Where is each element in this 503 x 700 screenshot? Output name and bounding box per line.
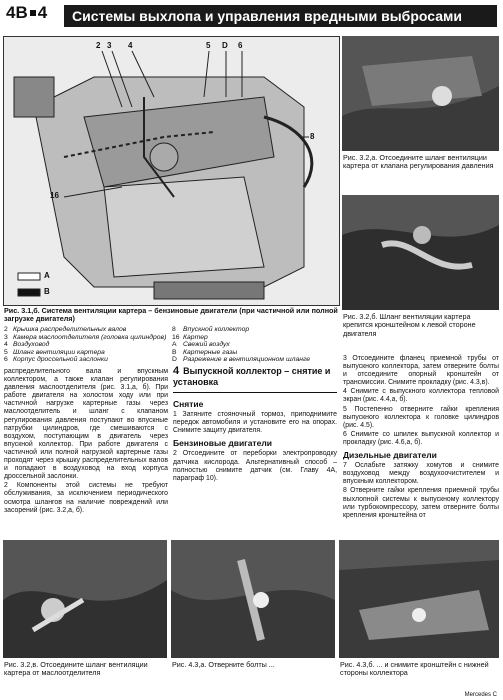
label-3: 3 bbox=[107, 41, 112, 50]
left-column-text: распределительного вала и впускным коллектором, а также клапан регулирования давления маслоотделителя (рис. 3.1,а, б). При работе двигателя на холостом ходу или при частичной нагрузке картерные газы через маслоотделитель и шланг с клапаном регулирования давления поступают во впускные патрубки цилиндров, где смешиваются с воздухом, поступающим в двигатель через впускной коллектор. При работе двигателя с частичной или полной нагрузкой картерные газы проходят через крышку распределительных валов и попадают в воздуховод на вход корпуса дроссельной заслонки. 2 Компоненты этой системы не требуют обслуживания, за исключением периодического осмотра шлангов на наличие повреждений или засорений (рис. 3.2,а, б). bbox=[4, 368, 168, 514]
caption-fig-4-3b: Рис. 4.3,б. ... и снимите кронштейн с нижней стороны коллектора bbox=[340, 660, 489, 678]
page-number: 4B 4 bbox=[6, 3, 48, 22]
legend-label-b: B bbox=[44, 287, 50, 296]
footer-label: Mercedes C bbox=[464, 692, 497, 698]
photo-fig-4-3b bbox=[339, 540, 499, 658]
photo-fig-3-2a bbox=[342, 36, 499, 151]
fig1-legend-right: 8 Впускной коллектор 16 Картер A Свежий воздух B Картерные газы D Разрежение в вентиляционном шланге bbox=[172, 326, 311, 364]
diesel-heading: Дизельные двигатели bbox=[343, 450, 437, 461]
legend-label-a: A bbox=[44, 271, 50, 280]
section-rule bbox=[173, 392, 337, 393]
label-16: 16 bbox=[50, 191, 59, 200]
section-4-heading: 4 Выпускной коллектор – снятие и установка bbox=[173, 365, 331, 387]
photo-fig-3-2b bbox=[342, 195, 499, 310]
label-2: 2 bbox=[96, 41, 101, 50]
engine-drawing bbox=[4, 37, 339, 305]
photo-fig-4-3a bbox=[171, 540, 335, 658]
label-6: 6 bbox=[238, 41, 243, 50]
caption-fig-3-2c: Рис. 3.2,в. Отсоедините шланг вентиляции картера от маслоотделителя bbox=[4, 660, 148, 678]
removal-heading: Снятие bbox=[173, 399, 204, 409]
fig1-caption: Рис. 3.1,б. Система вентиляции картера – бензиновые двигатели (при частичной или полной загрузке двигателя) bbox=[4, 306, 338, 324]
caption-fig-3-2b: Рис. 3.2,б. Шланг вентиляции картера крепится кронштейном к левой стороне двигателя bbox=[343, 312, 476, 338]
middle-column-text: Снятие 1 Затяните стояночный тормоз, приподнимите передок автомобиля и установите его на опорах. Снимите защиту двигателя. Бензиновые двигатели 2 Отсоедините от переборки электропроводку датчика кислорода. Альтернативный способ – полностью снимите датчик (см. Главу 4А, параграф 10). bbox=[173, 399, 337, 482]
crankcase-ventilation-diagram bbox=[3, 36, 340, 306]
page-header bbox=[0, 0, 503, 33]
chapter-title: Системы выхлопа и управления вредными выбросами bbox=[64, 5, 497, 27]
photo-fig-3-2c bbox=[3, 540, 167, 658]
label-4: 4 bbox=[128, 41, 133, 50]
petrol-heading: Бензиновые двигатели bbox=[173, 438, 272, 449]
label-d: D bbox=[222, 41, 228, 50]
caption-fig-4-3a: Рис. 4.3,а. Отверните болты ... bbox=[172, 660, 275, 669]
fig1-legend-left: 2 Крышка распределительных валов 3 Камера маслоотделителя (головка цилиндров) 4 Воздуховод 5 Шланг вентиляции картера 6 Корпус дроссельной заслонки bbox=[4, 326, 167, 364]
right-column-text: 3 Отсоедините фланец приемной трубы от выпускного коллектора, затем отверните болты и отсоедините опорный кронштейн от трансмиссии. Снимите прокладку (рис. 4.3,в). 4 Снимите с выпускного коллектора тепловой экран (рис. 4.4,а, б). 5 Постепенно отверните гайки крепления выпускного коллектора к головке цилиндров (рис. 4.5). 6 Снимите со шпилек выпускной коллектор и прокладку (рис. 4.6,а, б). Дизельные двигатели 7 Ослабьте затяжку хомутов и снимите воздуховод между воздухоочистителем и впускным коллектором. 8 Отверните гайки крепления приемной трубы выхлопной системы к выпускному коллектору или турбокомпрессору, затем отверните болты крепления кронштейна от bbox=[343, 355, 499, 519]
label-8: 8 bbox=[310, 132, 315, 141]
caption-fig-3-2a: Рис. 3.2,а. Отсоедините шланг вентиляции картера от клапана регулирования давления bbox=[343, 153, 494, 171]
label-5: 5 bbox=[206, 41, 211, 50]
